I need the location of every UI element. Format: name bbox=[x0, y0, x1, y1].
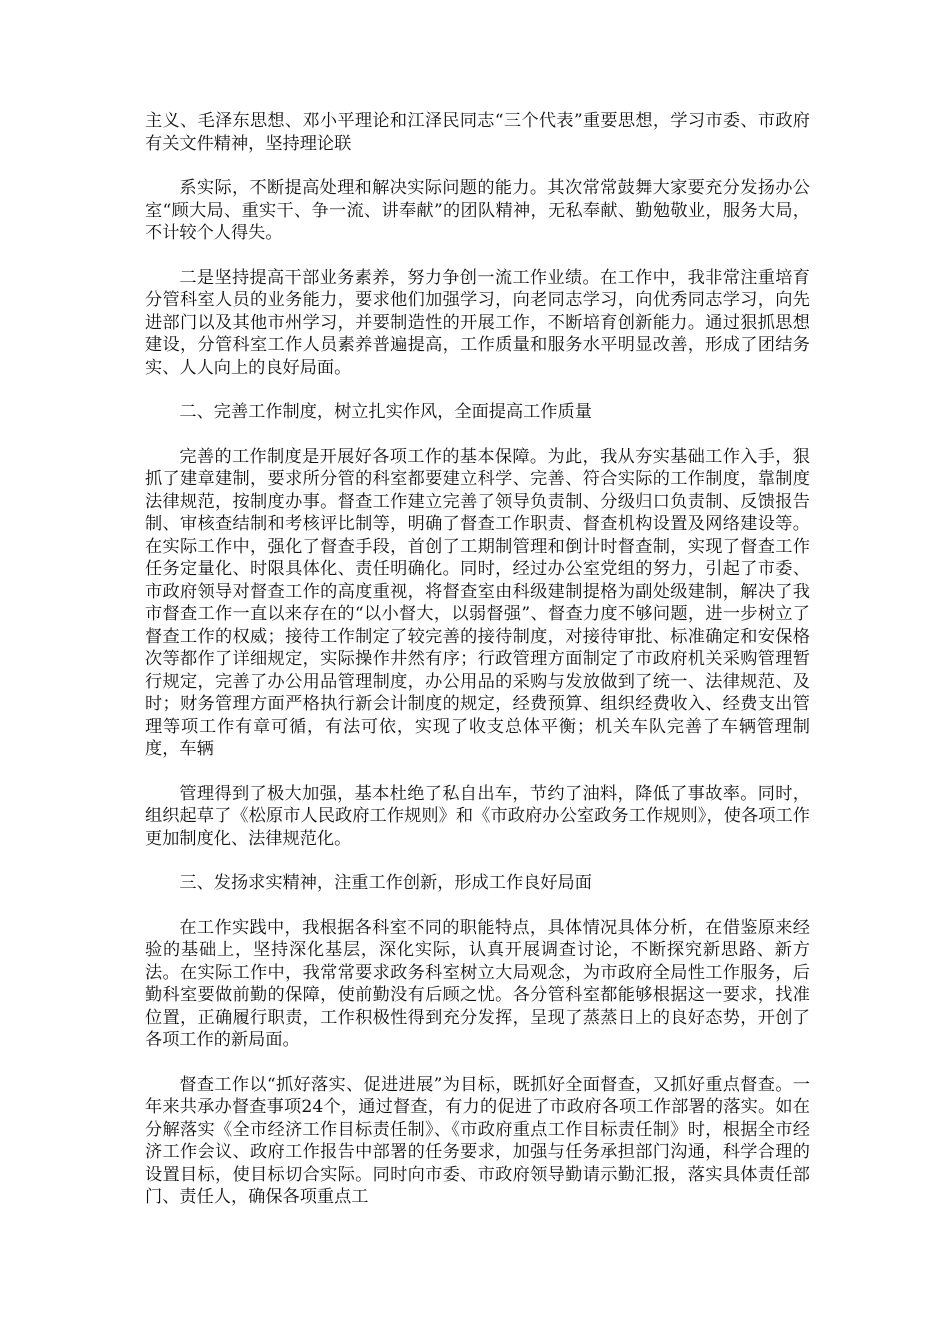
section-heading: 二、完善工作制度，树立扎实作风，全面提高工作质量 bbox=[179, 402, 592, 422]
paragraph: 督查工作以“抓好落实、促进进展”为目标，既抓好全面督查，又抓好重点督查。一年来共承办督查事项24个，通过督查，有力的促进了市政府各项工作部署的落实。如在分解落实《全市经济工作目标责任制》、《市政府重点工作目标责任制》时，根据全市经济工作会议、政府工作报告中部署的任务要求，加强与任务承担部门沟通，科学合理的设置目标，使目标切合实际。同时向市委、市政府领导勤请示勤汇报，落实具体责任部门、责任人，确保各项重点工 bbox=[145, 1074, 810, 1207]
section-heading: 三、发扬求实精神，注重工作创新，形成工作良好局面 bbox=[179, 873, 592, 893]
paragraph: 系实际，不断提高处理和解决实际问题的能力。其次常常鼓舞大家要充分发扬办公室“顾大局、重实干、争一流、讲奉献”的团队精神，无私奉献、勤勉敬业，服务大局，不计较个人得失。 bbox=[145, 178, 810, 243]
paragraph-continued: 主义、毛泽东思想、邓小平理论和江泽民同志“三个代表”重要思想，学习市委、市政府有关文件精神，坚持理论联 bbox=[145, 111, 810, 154]
paragraph: 完善的工作制度是开展好各项工作的基本保障。为此，我从夯实基础工作入手，狠抓了建章建制，要求所分管的科室都要建立科学、完善、符合实际的工作制度，靠制度法律规范，按制度办事。督查工作建立完善了领导负责制、分级归口负责制、反馈报告制、审核查结制和考核评比制等，明确了督查工作职责、督查机构设置及网络建设等。在实际工作中，强化了督查手段，首创了工期制管理和倒计时督查制，实现了督查工作任务定量化、时限具体化、责任明确化。同时，经过办公室党组的努力，引起了市委、市政府领导对督查工作的高度重视，将督查室由科级建制提格为副处级建制，解决了我市督查工作一直以来存在的“以小督大，以弱督强”、督查力度不够问题，进一步树立了督查工作的权威；接待工作制定了较完善的接待制度，对接待审批、标准确定和安保格次等都作了详细规定，实际操作井然有序；行政管理方面制定了市政府机关采购管理暂行规定，完善了办公用品管理制度，办公用品的采购与发放做到了统一、法律规范、及时；财务管理方面严格执行新会计制度的规定，经费预算、组织经费收入、经费支出管理等项工作有章可循，有法可依，实现了收支总体平衡；机关车队完善了车辆管理制度，车辆 bbox=[145, 446, 810, 759]
paragraph: 二是坚持提高干部业务素养，努力争创一流工作业绩。在工作中，我非常注重培育分管科室人员的业务能力，要求他们加强学习，向老同志学习，向优秀同志学习，向先进部门以及其他市州学习，并要制造性的开展工作，不断培育创新能力。通过狠抓思想建设，分管科室工作人员素养普遍提高，工作质量和服务水平明显改善，形成了团结务实、人人向上的良好局面。 bbox=[145, 267, 810, 378]
paragraph: 在工作实践中，我根据各科室不同的职能特点，具体情况具体分析，在借鉴原来经验的基础上，坚持深化基层，深化实际，认真开展调查讨论，不断探究新思路、新方法。在实际工作中，我常常要求政务科室树立大局观念，为市政府全局性工作服务，后勤科室要做前勤的保障，使前勤没有后顾之忧。各分管科室都能够根据这一要求，找准位置，正确履行职责，工作积极性得到充分发挥，呈现了蒸蒸日上的良好态势，开创了各项工作的新局面。 bbox=[145, 917, 810, 1050]
paragraph: 管理得到了极大加强，基本杜绝了私自出车，节约了油料，降低了事故率。同时，组织起草了《松原市人民政府工作规则》和《市政府办公室政务工作规则》，使各项工作更加制度化、法律规范化。 bbox=[145, 783, 810, 849]
document-body bbox=[145, 110, 810, 1231]
